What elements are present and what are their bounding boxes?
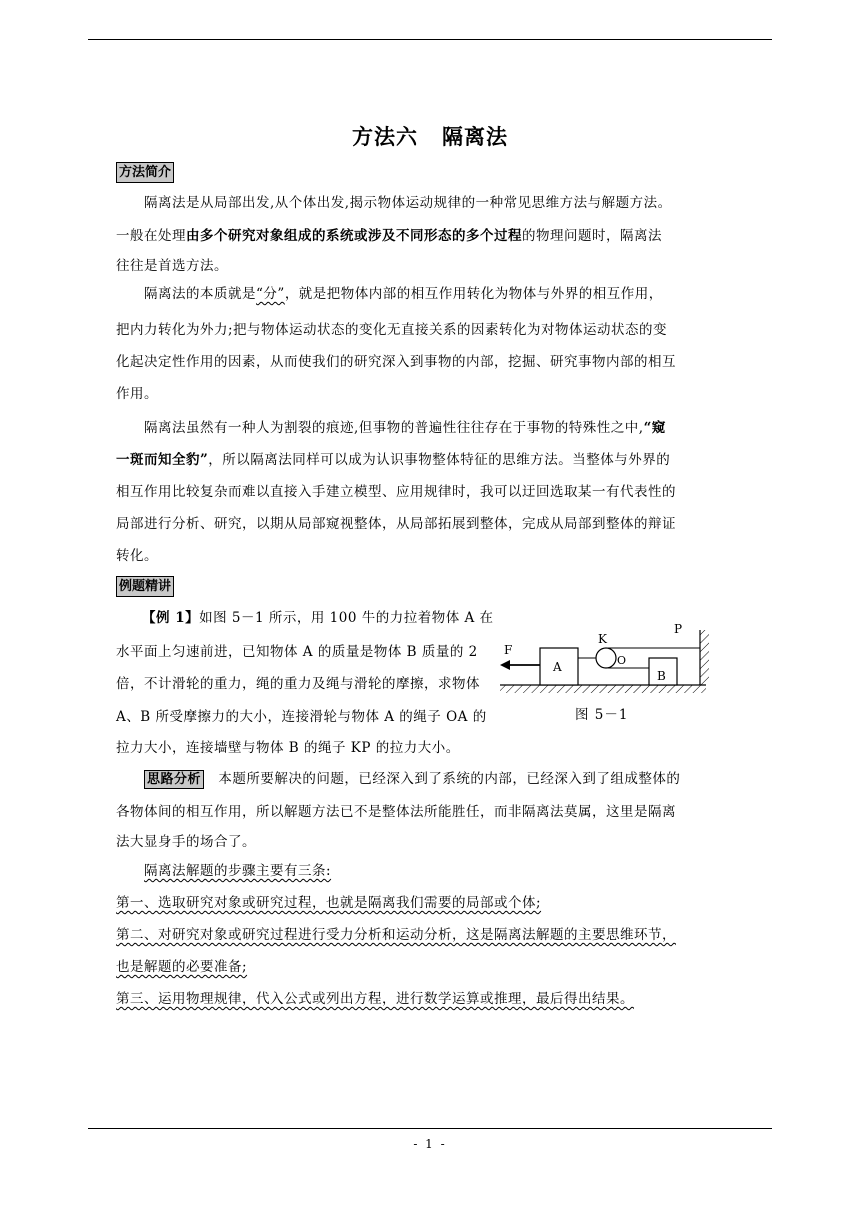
text-run: 隔离法的本质就是 — [144, 286, 256, 302]
text-run: 一般在处理 — [116, 228, 186, 244]
label-f: F — [504, 643, 513, 657]
paragraph-line: 转化。 — [116, 548, 158, 564]
step-2-continued — [116, 958, 676, 976]
wavy-emphasis: “分” — [256, 286, 285, 302]
analysis-line — [144, 770, 681, 789]
paragraph-line: 化起决定性作用的因素，从而使我们的研究深入到事物的内部，挖掘、研究事物内部的相互 — [116, 354, 676, 370]
text-run: 本题所要解决的问题，已经深入到了系统的内部，已经深入到了组成整体的 — [218, 771, 681, 787]
emphasis-text: 由多个研究对象组成的系统或涉及不同形态的多个过程 — [186, 228, 522, 244]
force-arrow-head — [500, 660, 510, 670]
wavy-emphasis: 第一、选取研究对象或研究过程，也就是隔离我们需要的局部或个体; — [116, 895, 542, 911]
analysis-label: 思路分析 — [144, 770, 204, 789]
text-run: 的物理问题时，隔离法 — [522, 228, 662, 244]
label-o: O — [617, 654, 627, 667]
text-run: ，所以隔离法同样可以成为认识事物整体特征的思维方法。当整体与外界的 — [208, 452, 671, 468]
example-line: A、B 所受摩擦力的大小，连接滑轮与物体 A 的绳子 OA 的 — [116, 709, 487, 725]
pulley — [596, 648, 616, 668]
emphasis-text: 一斑而知全豹” — [116, 452, 209, 468]
ground-hatch — [500, 685, 706, 693]
wavy-emphasis: 第二、对研究对象或研究过程进行受力分析和运动分析，这是隔离法解题的主要思维环节， — [116, 927, 676, 943]
example-tag: 【例 1】 — [142, 610, 200, 626]
example-line: 拉力大小，连接墙壁与物体 B 的绳子 KP 的拉力大小。 — [116, 740, 460, 756]
example-line: 水平面上匀速前进，已知物体 A 的质量是物体 B 质量的 2 — [116, 644, 478, 660]
text-run: 隔离法虽然有一种人为割裂的痕迹,但事物的普遍性往往存在于事物的特殊性之中, — [144, 420, 644, 436]
title-method-number: 方法六 — [352, 125, 418, 149]
paragraph-line: 往往是首选方法。 — [116, 258, 228, 274]
paragraph-line: 作用。 — [116, 386, 158, 402]
wavy-emphasis: 隔离法解题的步骤主要有三条: — [144, 863, 332, 879]
paragraph-line: 局部进行分析、研究，以期从局部窥视整体，从局部拓展到整体，完成从局部到整体的辩证 — [116, 516, 676, 532]
page-number: - 1 - — [413, 1137, 447, 1151]
label-p: P — [674, 622, 683, 636]
paragraph-line: 隔离法是从局部出发,从个体出发,揭示物体运动规律的一种常见思维方法与解题方法。 — [144, 195, 672, 211]
step-2 — [116, 926, 676, 944]
figure-caption: 图 5－1 — [575, 707, 629, 723]
text-run: 如图 5－1 所示，用 100 牛的力拉着物体 A 在 — [199, 610, 494, 626]
paragraph-line: 把内力转化为外力;把与物体运动状态的变化无直接关系的因素转化为对物体运动状态的变 — [116, 322, 668, 338]
steps-intro — [144, 862, 676, 880]
emphasis-text: “窥 — [643, 420, 666, 436]
paragraph-line: 相互作用比较复杂而难以直接入手建立模型、应用规律时，我可以迂回选取某一有代表性的 — [116, 484, 676, 500]
paragraph-line — [144, 419, 676, 437]
step-1 — [116, 894, 676, 912]
wavy-emphasis: 也是解题的必要准备; — [116, 959, 248, 975]
step-3 — [116, 990, 676, 1008]
label-a: A — [553, 660, 562, 674]
section-label-intro: 方法简介 — [116, 162, 174, 183]
label-k: K — [598, 632, 607, 646]
example-line: 倍，不计滑轮的重力，绳的重力及绳与滑轮的摩擦，求物体 — [116, 676, 480, 692]
paragraph-line — [116, 451, 676, 469]
text-run: ，就是把物体内部的相互作用转化为物体与外界的相互作用， — [284, 286, 663, 302]
label-b: B — [657, 669, 666, 683]
wavy-emphasis: 第三、运用物理规律，代入公式或列出方程，进行数学运算或推理，最后得出结果。 — [116, 991, 634, 1007]
title-method-name: 隔离法 — [442, 125, 508, 149]
page-title — [0, 121, 860, 151]
analysis-line: 各物体间的相互作用，所以解题方法已不是整体法所能胜任，而非隔离法莫属，这里是隔离 — [116, 804, 676, 820]
header-rule — [88, 39, 772, 40]
analysis-line: 法大显身手的场合了。 — [116, 834, 256, 850]
example-line — [142, 609, 494, 627]
section-label-examples: 例题精讲 — [116, 576, 174, 597]
footer-rule — [88, 1128, 772, 1129]
wall-hatch — [700, 630, 709, 685]
paragraph-line — [144, 285, 676, 303]
paragraph-line — [116, 227, 676, 245]
